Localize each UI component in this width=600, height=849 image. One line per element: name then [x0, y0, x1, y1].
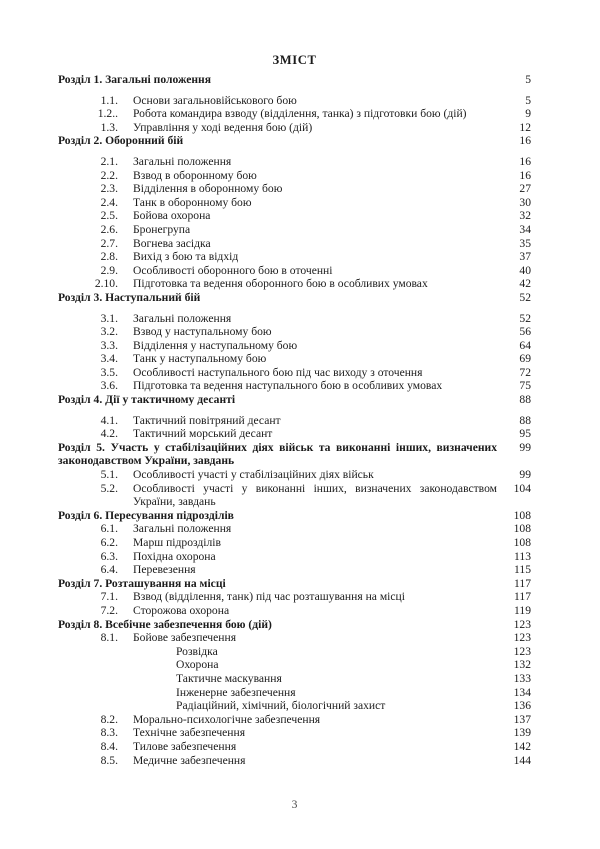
toc-entry-title: Взвод в оборонному бою	[133, 168, 257, 182]
toc-entry-page: 115	[514, 563, 531, 577]
toc-entry-number: 6.3.	[100, 549, 118, 563]
toc-entry-title: Розділ 3. Наступальний бій	[58, 290, 201, 304]
toc-entry-number: 4.1.	[100, 413, 118, 427]
toc-entry-title: Танк у наступальному бою	[133, 352, 267, 366]
toc-entry-page: 72	[519, 365, 531, 379]
toc-entry-page: 104	[513, 481, 531, 495]
page-title: ЗМІСТ	[272, 53, 317, 67]
toc-entry-row	[58, 754, 531, 768]
toc-entry-number: 6.2.	[100, 536, 118, 549]
toc-entry-title: Тактичне маскування	[176, 671, 282, 685]
toc-entry-page: 132	[513, 658, 531, 672]
toc-entry-title: Вихід з бою та відхід	[133, 250, 239, 264]
toc-entry-number: 5.1.	[100, 468, 118, 482]
toc-entry-page: 123	[513, 617, 531, 631]
toc-entry-number: 3.5.	[100, 365, 118, 379]
toc-entry-title: Розділ 8. Всебічне забезпечення бою (дій)	[58, 617, 272, 631]
toc-chapter-row	[58, 291, 531, 305]
toc-entry-page: 117	[514, 576, 531, 590]
toc-entry-row	[58, 699, 531, 713]
toc-entry-row	[58, 427, 531, 441]
toc-entry-title: Бойова охорона	[133, 209, 211, 223]
toc-entry-page: 99	[519, 440, 531, 454]
toc-entry-row	[58, 482, 531, 509]
toc-entry-row	[58, 726, 531, 740]
toc-entry-title: Радіаційний, хімічний, біологічний захист	[176, 699, 386, 713]
toc-entry-page: 9	[525, 107, 531, 121]
toc-entry-page: 123	[513, 631, 531, 645]
toc-entry-page: 32	[519, 209, 531, 223]
toc-entry-page: 35	[519, 236, 531, 250]
toc-entry-row	[58, 740, 531, 754]
toc-entry-page: 64	[519, 338, 531, 352]
toc-chapter-row	[58, 134, 531, 148]
toc-entry-page: 95	[519, 427, 531, 441]
toc-entry-title: Особливості участі у стабілізаційних діях військ	[133, 468, 374, 482]
toc-entry-page: 137	[513, 712, 531, 726]
toc-entry-number: 6.4.	[100, 563, 118, 577]
toc-chapter-row	[58, 441, 531, 468]
toc-entry-title: Розвідка	[176, 644, 218, 658]
toc-entry-title: Взвод у наступальному бою	[133, 325, 272, 339]
toc-entry-title: Розділ 2. Оборонний бій	[58, 134, 184, 148]
toc-entry-page: 134	[513, 685, 531, 699]
toc-entry-row	[58, 590, 531, 604]
toc-entry-row	[58, 468, 531, 482]
toc-entry-number: 2.5.	[100, 209, 118, 223]
toc-entry-title: Бойове забезпечення	[133, 631, 237, 645]
toc-entry-page: 16	[519, 168, 531, 182]
toc-entry-row	[58, 352, 531, 366]
toc-entry-title: Технічне забезпечення	[133, 726, 246, 740]
toc-entry-row	[58, 250, 531, 264]
toc-entry-page: 52	[519, 311, 531, 325]
toc-entry-page: 5	[525, 73, 531, 86]
toc-entry-row	[58, 196, 531, 210]
toc-entry-page: 40	[519, 263, 531, 277]
toc-entry-title: Танк в оборонному бою	[133, 195, 252, 209]
toc-entry-title: Особливості наступального бою під час виходу з оточення	[133, 365, 423, 379]
toc-entry-page: 75	[519, 379, 531, 393]
toc-entry-row	[58, 325, 531, 339]
toc-entry-title: Управління у ході ведення бою (дій)	[133, 120, 313, 134]
toc-entry-number: 8.4.	[100, 739, 118, 753]
toc-entry-page: 37	[519, 250, 531, 264]
toc-entry-number: 2.4.	[100, 195, 118, 209]
toc-entry-page: 119	[514, 603, 531, 617]
toc-entry-title: Загальні положення	[133, 522, 232, 536]
toc-entry-row	[58, 107, 531, 121]
toc-entry-row	[58, 277, 531, 291]
toc-entry-number: 3.4.	[100, 352, 118, 366]
toc-chapter-row	[58, 393, 531, 407]
toc-entry-page: 136	[513, 699, 531, 713]
toc-entry-number: 6.1.	[100, 522, 118, 536]
toc-entry-page: 113	[514, 549, 531, 563]
toc-entry-page: 42	[519, 277, 531, 291]
toc-entry-title: Тилове забезпечення	[133, 739, 237, 753]
toc-entry-page: 52	[519, 290, 531, 304]
toc-entry-title: Взвод (відділення, танк) під час розташування на місці	[133, 590, 405, 604]
toc-entry-number: 2.2.	[100, 168, 118, 182]
toc-entry-row	[58, 209, 531, 223]
toc-entry-number: 1.1.	[100, 93, 118, 107]
toc-entry-title: Бронегрупа	[133, 222, 191, 236]
toc-list	[58, 73, 531, 767]
toc-entry-title: Загальні положення	[133, 311, 232, 325]
toc-entry-page: 27	[519, 182, 531, 196]
toc-entry-number: 4.2.	[100, 427, 118, 441]
toc-entry-number: 8.3.	[100, 726, 118, 740]
toc-entry-page: 30	[519, 195, 531, 209]
toc-entry-title: Сторожова охорона	[133, 603, 230, 617]
toc-entry-title: Інженерне забезпечення	[176, 685, 296, 699]
toc-entry-title: Підготовка та ведення оборонного бою в особливих умовах	[133, 277, 428, 291]
toc-entry-title: Похідна охорона	[133, 549, 216, 563]
toc-entry-number: 1.3.	[100, 120, 118, 134]
toc-entry-page: 88	[519, 393, 531, 407]
toc-entry-page: 142	[513, 739, 531, 753]
toc-entry-number: 3.1.	[100, 311, 118, 325]
toc-entry-title: Тактичний повітряний десант	[133, 413, 281, 427]
toc-entry-row	[58, 366, 531, 380]
toc-entry-title-line2: України, завдань	[133, 495, 216, 509]
toc-entry-title: Розділ 1. Загальні положення	[58, 73, 212, 86]
toc-chapter-row	[58, 509, 531, 523]
toc-entry-title: Охорона	[176, 658, 219, 672]
toc-entry-page: 88	[519, 413, 531, 427]
toc-entry-row	[58, 414, 531, 428]
toc-entry-title: Підготовка та ведення наступального бою в особливих умовах	[133, 379, 443, 393]
toc-entry-title: Загальні положення	[133, 154, 232, 168]
toc-entry-number: 3.3.	[100, 338, 118, 352]
toc-entry-row	[58, 237, 531, 251]
toc-entry-row	[58, 672, 531, 686]
toc-entry-title	[58, 441, 497, 468]
toc-entry-title: Робота командира взводу (відділення, танка) з підготовки бою (дій)	[133, 107, 467, 121]
toc-entry-title: Основи загальновійськового бою	[133, 93, 297, 107]
toc-entry-row	[58, 536, 531, 550]
toc-entry-row	[58, 604, 531, 618]
toc-entry-row	[58, 94, 531, 108]
toc-entry-page: 34	[519, 222, 531, 236]
toc-entry-page: 16	[519, 134, 531, 148]
toc-entry-page: 99	[519, 468, 531, 482]
toc-entry-page: 16	[519, 154, 531, 168]
toc-entry-row	[58, 550, 531, 564]
toc-entry-number: 2.10.	[94, 277, 118, 291]
toc-entry-title: Марш підрозділів	[133, 536, 221, 549]
toc-entry-number: 1.2..	[97, 107, 118, 121]
toc-entry-title: Відділення у наступальному бою	[133, 338, 298, 352]
toc-entry-row	[58, 121, 531, 135]
toc-entry-page: 144	[513, 753, 531, 767]
toc-entry-number: 2.8.	[100, 250, 118, 264]
toc-entry-number: 5.2.	[100, 481, 118, 495]
toc-entry-row	[58, 223, 531, 237]
toc-entry-row	[58, 312, 531, 326]
toc-entry-page: 56	[519, 325, 531, 339]
toc-entry-row	[58, 155, 531, 169]
toc-entry-title: Особливості оборонного бою в оточенні	[133, 263, 333, 277]
toc-entry-row	[58, 182, 531, 196]
toc-entry-page: 108	[513, 536, 531, 549]
toc-entry-row	[58, 563, 531, 577]
toc-entry-title: Відділення в оборонному бою	[133, 182, 283, 196]
toc-entry-title: Морально-психологічне забезпечення	[133, 712, 321, 726]
toc-entry-number: 2.9.	[100, 263, 118, 277]
toc-entry-title-line1: Особливості участі у виконанні інших, визначених законодавством	[133, 481, 497, 495]
toc-entry-page: 117	[514, 590, 531, 604]
toc-entry-row	[58, 713, 531, 727]
toc-entry-number: 2.1.	[100, 154, 118, 168]
toc-entry-row	[58, 645, 531, 659]
toc-entry-page: 123	[513, 644, 531, 658]
toc-entry-title: Розділ 6. Пересування підрозділів	[58, 508, 234, 522]
toc-chapter-row	[58, 577, 531, 591]
page-number: 3	[291, 798, 298, 812]
toc-entry-row	[58, 169, 531, 183]
toc-entry-number: 8.2.	[100, 712, 118, 726]
toc-entry-row	[58, 379, 531, 393]
toc-entry-title: Медичне забезпечення	[133, 753, 246, 767]
toc-entry-number: 8.1.	[100, 631, 118, 645]
toc-entry-page: 69	[519, 352, 531, 366]
toc-entry-row	[58, 339, 531, 353]
toc-entry-page: 139	[513, 726, 531, 740]
toc-entry-number: 2.3.	[100, 182, 118, 196]
toc-entry-row	[58, 658, 531, 672]
toc-entry-row	[58, 264, 531, 278]
toc-chapter-row	[58, 73, 531, 87]
toc-entry-number: 8.5.	[100, 753, 118, 767]
toc-entry-page: 5	[525, 93, 531, 107]
toc-entry-page: 12	[519, 120, 531, 134]
toc-entry-title: Тактичний морський десант	[133, 427, 273, 441]
toc-entry-page: 108	[513, 508, 531, 522]
toc-entry-title: Розділ 4. Дії у тактичному десанті	[58, 393, 236, 407]
toc-entry-number: 3.2.	[100, 325, 118, 339]
toc-entry-title-line2: законодавством України, завдань	[58, 454, 235, 468]
toc-entry-row	[58, 631, 531, 645]
toc-entry-number: 2.7.	[100, 236, 118, 250]
toc-entry-number: 2.6.	[100, 222, 118, 236]
toc-entry-title: Перевезення	[133, 563, 196, 577]
toc-chapter-row	[58, 618, 531, 632]
toc-entry-title: Вогнева засідка	[133, 236, 211, 250]
toc-entry-title	[118, 482, 497, 509]
toc-entry-number: 7.1.	[100, 590, 118, 604]
toc-entry-row	[58, 522, 531, 536]
toc-entry-row	[58, 686, 531, 700]
toc-entry-number: 7.2.	[100, 603, 118, 617]
toc-entry-title-line1: Розділ 5. Участь у стабілізаційних діях військ та виконанні інших, визначених	[58, 440, 497, 454]
toc-entry-page: 108	[513, 522, 531, 536]
toc-entry-title: Розділ 7. Розташування на місці	[58, 576, 226, 590]
toc-entry-number: 3.6.	[100, 379, 118, 393]
toc-entry-page: 133	[513, 671, 531, 685]
